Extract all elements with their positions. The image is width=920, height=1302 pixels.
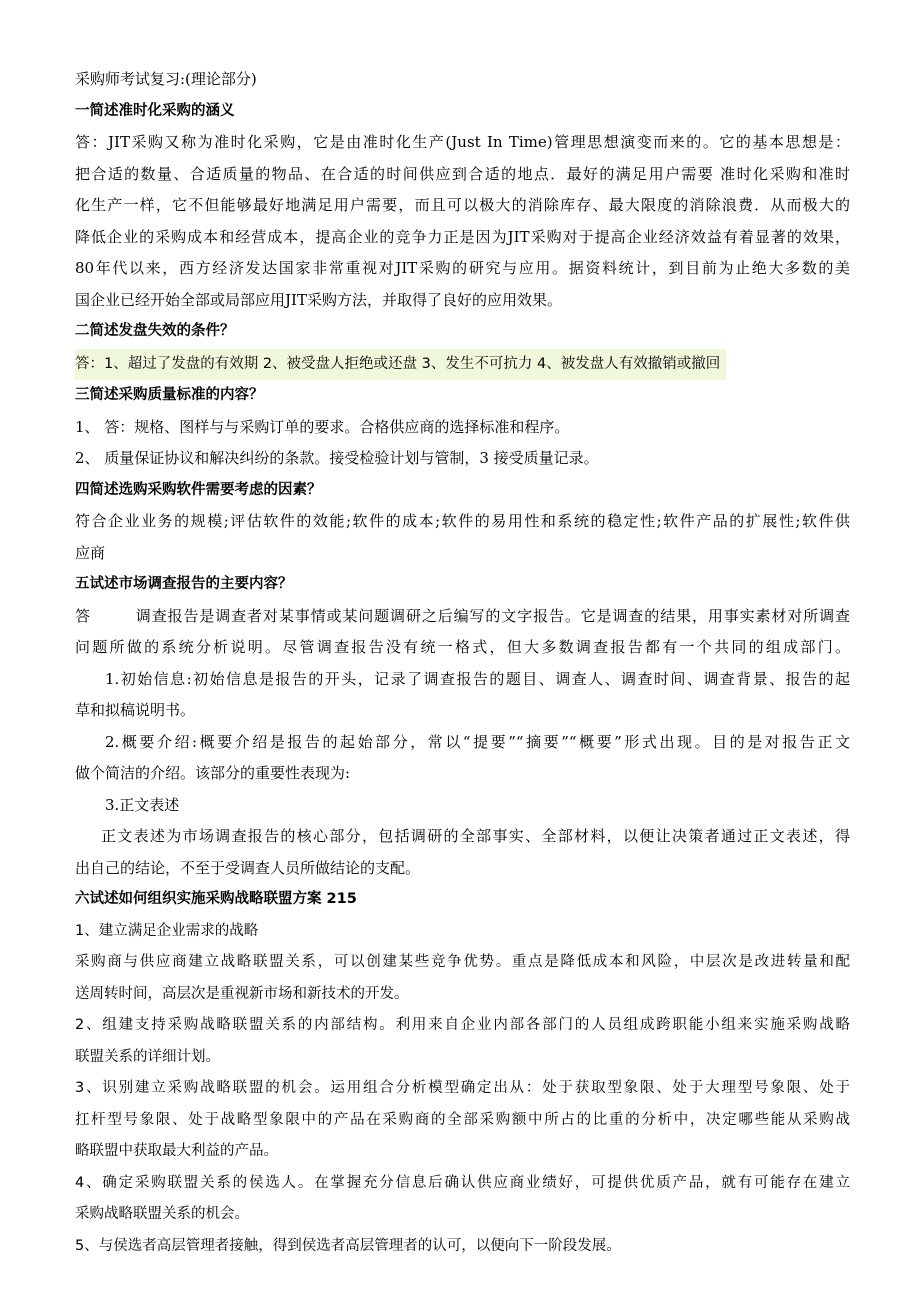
list-item-body: 3.正文表述: [105, 795, 180, 814]
section-6-line: 采购商与供应商建立战略联盟关系，可以创建某些竞争优势。重点是降低成本和风险，中层次是改进转量和配: [75, 954, 850, 970]
body-paragraph: 正文表述为市场调查报告的核心部分，包括调研的全部事实、全部材料，以便让决策者通过正文表述，得: [101, 827, 850, 845]
section-2-answer: [75, 348, 850, 381]
section-6-line: 2、组建支持采购战略联盟关系的内部结构。利用来自企业内部各部门的人员组成跨职能小组来实施采购战略: [75, 1017, 850, 1033]
list-item-initial-info: 1.初始信息:初始信息是报告的开头，记录了调查报告的题目、调查人、调查时间、调查背景、报告的起: [105, 669, 850, 688]
section-6-line: 联盟关系的详细计划。: [75, 1048, 220, 1065]
section-1-line: 化生产一样，它不但能够最好地满足用户需要，而且可以极大的消除库存、最大限度的消除浪费．从而极大的: [75, 196, 850, 214]
section-2-heading: 二简述发盘失效的条件？: [75, 323, 235, 339]
section-1-line: 答：JIT采购又称为准时化采购，它是由准时化生产(Just In Time)管理思想演变而来的。它的基本思想是：: [75, 133, 850, 151]
list-item-continuation: 草和拟稿说明书。: [75, 701, 196, 719]
answer-prefix: 答：: [75, 355, 104, 372]
document-page: [75, 64, 850, 1262]
section-6-line: 送周转时间，高层次是重视新市场和新技术的开发。: [75, 985, 409, 1002]
section-6-line: 3、识别建立采购战略联盟的机会。运用组合分析模型确定出从：处于获取型象限、处于大理型号象限、处于: [75, 1080, 850, 1096]
section-3-line: 1、 答：规格、图样与与采购订单的要求。合格供应商的选择标准和程序。: [75, 417, 570, 436]
section-6-line: 略联盟中获取最大利益的产品。: [75, 1143, 278, 1159]
answer-text: 调查报告是调查者对某事情或某问题调研之后编写的文字报告。它是调查的结果，用事实素材对所调查: [134, 606, 850, 625]
highlighted-answer: [75, 349, 726, 381]
answer-label: 答: [75, 606, 91, 625]
section-1-line: 把合适的数量、合适质量的物品、在合适的时间供应到合适的地点．最好的满足用户需要 准时化采购和准时: [75, 164, 850, 183]
body-paragraph-continuation: 出自己的结论，不至于受调查人员所做结论的支配。: [75, 858, 421, 877]
section-6-line: 采购战略联盟关系的机会。: [75, 1206, 249, 1222]
section-1-heading: 一简述准时化采购的涵义: [75, 102, 235, 119]
section-3-line: 2、 质量保证协议和解决纠纷的条款。接受检验计划与管制，3 接受质量记录。: [75, 449, 599, 467]
section-6-line: 4、确定采购联盟关系的侯选人。在掌握充分信息后确认供应商业绩好，可提供优质产品，就有可能存在建立: [75, 1174, 850, 1191]
answer-text: 1、超过了发盘的有效期 2、被受盘人拒绝或还盘 3、发生不可抗力 4、被发盘人有效撤销或撤回: [104, 355, 721, 372]
section-6-heading: 六试述如何组织实施采购战略联盟方案 215: [75, 891, 357, 907]
section-4-line: 符合企业业务的规模;评估软件的效能;软件的成本;软件的易用性和系统的稳定性;软件产品的扩展性;软件供: [75, 512, 850, 530]
document-title: 采购师考试复习:(理论部分): [75, 70, 257, 88]
section-6-line: 1、建立满足企业需求的战略: [75, 922, 259, 939]
section-5-answer-line: [75, 601, 850, 633]
list-item-summary: 2.概要介绍:概要介绍是报告的起始部分，常以“提要”“摘要”“概要”形式出现。目的是对报告正文: [105, 732, 850, 751]
section-1-line: 国企业已经开始全部或局部应用JIT采购方法，并取得了良好的应用效果。: [75, 290, 562, 309]
section-4-line: 应商: [75, 543, 106, 562]
section-4-heading: 四简述选购采购软件需要考虑的因素？: [75, 481, 322, 498]
section-5-heading: 五试述市场调查报告的主要内容？: [75, 576, 293, 592]
section-1-line: 降低企业的采购成本和经营成本，提高企业的竞争力正是因为JIT采购对于提高企业经济效益有着显著的效果，: [75, 227, 850, 246]
list-item-continuation: 做个简洁的介绍。该部分的重要性表现为:: [75, 764, 351, 782]
section-1-line: 80年代以来，西方经济发达国家非常重视对JIT采购的研究与应用。据资料统计，到目前为止绝大多数的美: [75, 259, 850, 277]
section-5-line: 问题所做的系统分析说明。尽管调查报告没有统一格式，但大多数调查报告都有一个共同的组成部门。: [75, 638, 850, 656]
section-6-line: 扛杆型号象限、处于战略型象限中的产品在采购商的全部采购额中所占的比重的分析中，决定哪些能从采购战: [75, 1111, 850, 1128]
section-3-heading: 三简述采购质量标准的内容？: [75, 387, 264, 403]
section-6-line: 5、与侯选者高层管理者接触，得到侯选者高层管理者的认可，以便向下一阶段发展。: [75, 1237, 621, 1254]
